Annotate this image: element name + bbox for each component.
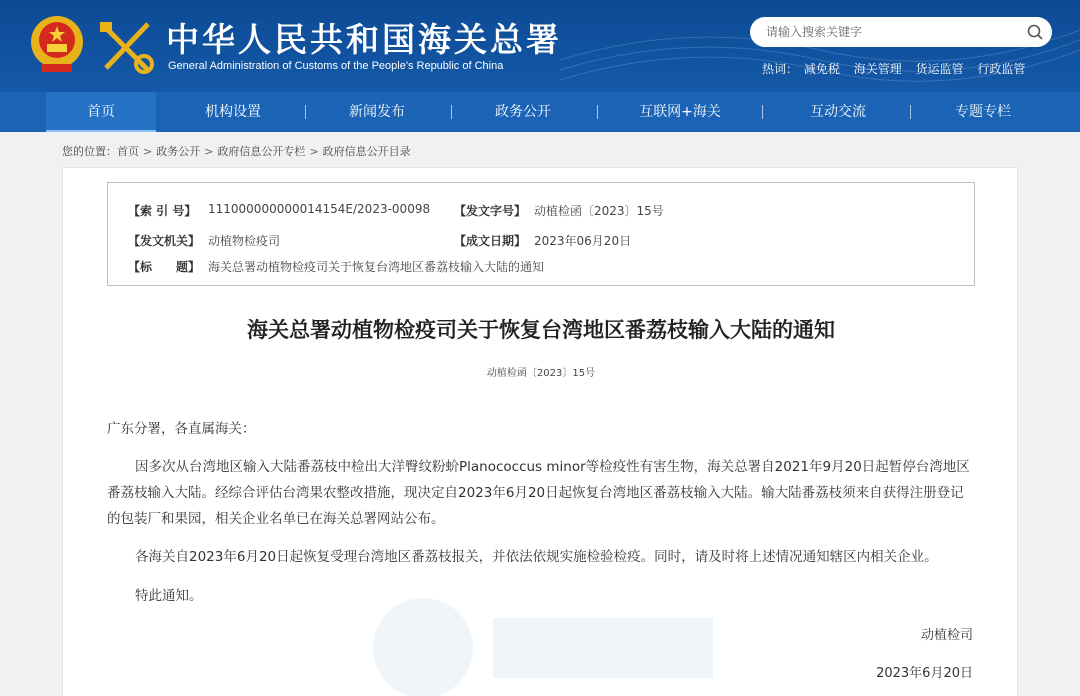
search-box [750,17,1052,47]
paragraph-2: 各海关自2023年6月20日起恢复受理台湾地区番荔枝报关，并依法依规实施检验检疫。同时，请及时将上述情况通知辖区内相关企业。 [135,549,938,565]
search-icon[interactable] [1026,23,1044,41]
date-label: 【成文日期】 [454,234,527,248]
breadcrumb-separator: > [204,145,214,158]
index-number-value: 111000000000014154E/2023-00098 [208,202,431,216]
main-nav [0,92,1080,132]
paragraph-1: 因多次从台湾地区输入大陆番荔枝中检出大洋臀纹粉蚧Planococcus minor等检疫性有害生物，海关总署自2021年9月20日起暂停台湾地区番荔枝输入大陆。经综合评估台湾果农整改措施，现决定自2023年6月20日起恢复台湾地区番荔枝输入大陆。输大陆番荔枝须来自获得注册登记的包装厂和果园，相关企业名单已在海关总署网站公布。 [107,459,970,527]
site-header [0,0,1080,92]
hot-link-admin-supervision[interactable]: 行政监管 [977,62,1026,76]
nav-special-topics[interactable]: 专题专栏 [955,104,1011,120]
title-value: 海关总署动植物检疫司关于恢复台湾地区番荔枝输入大陆的通知 [208,260,545,274]
nav-organization[interactable]: 机构设置 [205,104,261,120]
breadcrumb-prefix: 您的位置： [62,145,117,158]
nav-separator [597,105,598,119]
search-input[interactable] [766,23,1016,41]
hot-link-customs-management[interactable]: 海关管理 [853,62,902,76]
site-title[interactable]: 中华人民共和国海关总署 [166,20,562,59]
national-emblem-icon[interactable] [28,14,86,76]
customs-badge-icon[interactable] [96,18,156,76]
site-subtitle: General Administration of Customs of the People's Republic of China [168,60,504,72]
breadcrumb-separator: > [309,145,319,158]
closing: 特此通知。 [135,588,203,604]
doc-number-value: 动植检函〔2023〕15号 [534,204,664,218]
breadcrumb-info-column[interactable]: 政府信息公开专栏 [217,145,306,158]
doc-number-label: 【发文字号】 [454,204,527,218]
hot-words-label: 热词： [762,62,799,76]
nav-separator [451,105,452,119]
salutation: 广东分署，各直属海关： [107,421,256,437]
breadcrumb [62,143,411,159]
breadcrumb-government-affairs[interactable]: 政务公开 [156,145,201,158]
hot-link-tax-exemption[interactable]: 减免税 [803,62,840,76]
document-number: 动植检函〔2023〕15号 [486,368,596,379]
date-value: 2023年06月20日 [534,234,632,248]
breadcrumb-info-catalog[interactable]: 政府信息公开目录 [322,145,411,158]
nav-separator [762,105,763,119]
nav-home[interactable]: 首页 [46,92,156,132]
nav-interaction[interactable]: 互动交流 [810,104,866,120]
issuer-label: 【发文机关】 [128,234,201,248]
nav-internet-plus-customs[interactable]: 互联网+海关 [639,104,721,120]
hot-words [762,60,1035,77]
issuer-value: 动植物检疫司 [208,234,281,248]
nav-separator [305,105,306,119]
breadcrumb-separator: > [143,145,153,158]
title-label: 【标 题】 [128,260,201,274]
nav-news[interactable]: 新闻发布 [349,104,405,120]
hot-link-freight-supervision[interactable]: 货运监管 [915,62,964,76]
signature: 动植检司 [920,628,973,643]
nav-government-affairs[interactable]: 政务公开 [495,104,551,120]
content-panel [62,167,1018,696]
breadcrumb-home[interactable]: 首页 [117,145,139,158]
document-meta-box [107,182,975,286]
nav-separator [910,105,911,119]
sign-date: 2023年6月20日 [876,666,973,681]
document-title: 海关总署动植物检疫司关于恢复台湾地区番荔枝输入大陆的通知 [247,318,835,342]
index-number-label: 【索 引 号】 [128,204,197,218]
